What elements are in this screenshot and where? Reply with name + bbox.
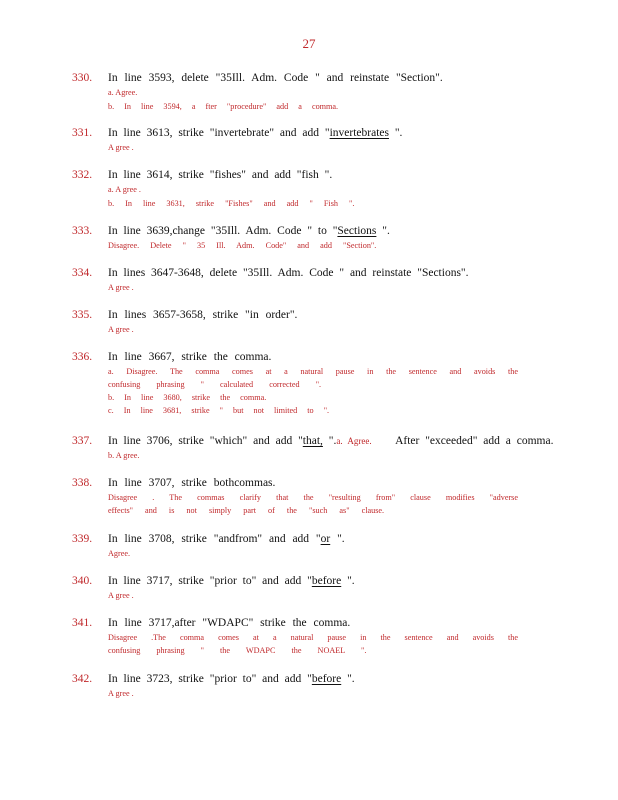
item-response: A gree . bbox=[108, 283, 134, 292]
item-text: In line 3723, strike "prior to" and add "before ". bbox=[108, 673, 355, 685]
item-response: a. A gree . bbox=[108, 185, 141, 194]
item-response: A gree . bbox=[108, 689, 134, 698]
item-text: In line 3707, strike bothcommas. bbox=[108, 477, 276, 489]
item-text: In lines 3647-3648, delete "35Ill. Adm. Code " and reinstate "Sections". bbox=[108, 267, 469, 279]
item-number: 337. bbox=[72, 435, 93, 447]
item-response: Disagree .The comma comes at a natural pause in the sentence and avoids the bbox=[108, 633, 518, 642]
page-number: 27 bbox=[302, 36, 316, 51]
item-number: 341. bbox=[72, 617, 93, 629]
item-response: b. A gree. bbox=[108, 451, 140, 460]
item-response: a. Agree. bbox=[108, 88, 138, 97]
item-response: Disagree. Delete " 35 Ill. Adm. Code" and add "Section". bbox=[108, 241, 377, 250]
item-text: In line 3706, strike "which" and add "that, ".a. Agree. After "exceeded" add a comma. bbox=[108, 435, 554, 447]
item-response: Disagree . The commas clarify that the "resulting from" clause modifies "adverse bbox=[108, 493, 518, 502]
item-text: In line 3717,after "WDAPC" strike the comma. bbox=[108, 617, 351, 629]
item-number: 331. bbox=[72, 127, 93, 139]
item-number: 340. bbox=[72, 575, 93, 587]
item-number: 339. bbox=[72, 533, 93, 545]
item-text: In line 3614, strike "fishes" and add "fish ". bbox=[108, 169, 333, 181]
item-number: 333. bbox=[72, 225, 93, 237]
item-text: In line 3593, delete "35Ill. Adm. Code " and reinstate "Section". bbox=[108, 72, 443, 84]
item-text: In line 3717, strike "prior to" and add "before ". bbox=[108, 575, 355, 587]
item-text: In line 3639,change "35Ill. Adm. Code " to "Sections ". bbox=[108, 225, 390, 237]
item-number: 338. bbox=[72, 477, 93, 489]
item-response: a. Disagree. The comma comes at a natural pause in the sentence and avoids the bbox=[108, 367, 518, 376]
item-response: b. In line 3631, strike "Fishes" and add " Fish ". bbox=[108, 199, 355, 208]
item-response: confusing phrasing " calculated corrected ". bbox=[108, 380, 322, 389]
item-text: In line 3613, strike "invertebrate" and add "invertebrates ". bbox=[108, 127, 403, 139]
item-number: 330. bbox=[72, 72, 93, 84]
item-text: In line 3667, strike the comma. bbox=[108, 351, 272, 363]
item-response: b. In line 3680, strike the comma. bbox=[108, 393, 267, 402]
item-response: Agree. bbox=[108, 549, 131, 558]
item-response: A gree . bbox=[108, 325, 134, 334]
item-number: 334. bbox=[72, 267, 93, 279]
item-text: In lines 3657-3658, strike "in order". bbox=[108, 309, 298, 321]
item-number: 336. bbox=[72, 351, 93, 363]
item-number: 342. bbox=[72, 673, 93, 685]
item-response: effects" and is not simply part of the "such as" clause. bbox=[108, 506, 385, 515]
item-response: A gree . bbox=[108, 591, 134, 600]
item-response: c. In line 3681, strike " but not limited to ". bbox=[108, 406, 330, 415]
item-response: A gree . bbox=[108, 143, 134, 152]
item-response: confusing phrasing " the WDAPC the NOAEL ". bbox=[108, 646, 367, 655]
item-response: b. In line 3594, a fter "procedure" add a comma. bbox=[108, 102, 339, 111]
item-number: 335. bbox=[72, 309, 93, 321]
item-text: In line 3708, strike "andfrom" and add "or ". bbox=[108, 533, 345, 545]
item-number: 332. bbox=[72, 169, 93, 181]
